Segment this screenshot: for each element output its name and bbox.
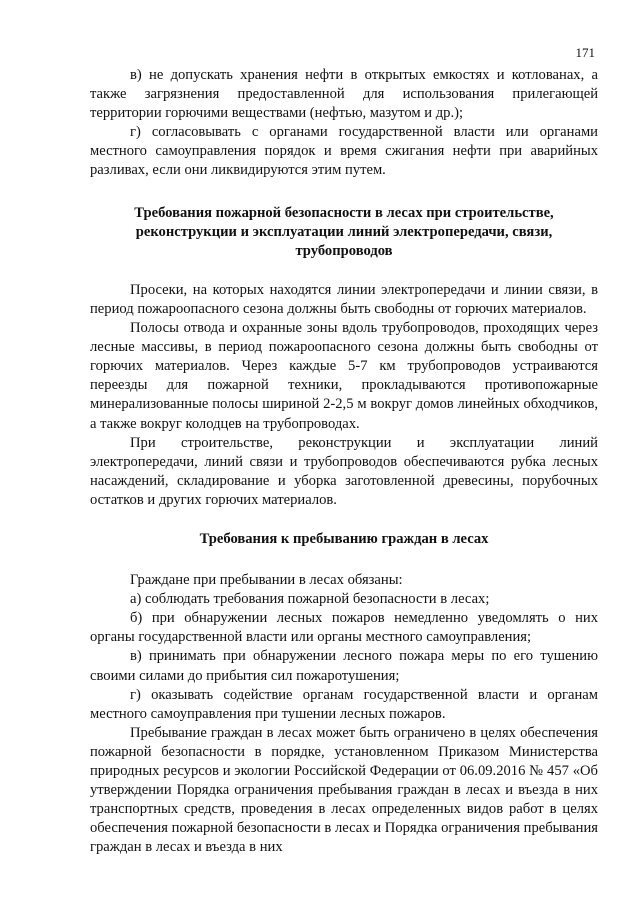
section-heading-citizens: Требования к пребыванию граждан в лесах bbox=[199, 530, 489, 547]
paragraph-citizens-obliged: Граждане при пребывании в лесах обязаны: bbox=[130, 572, 403, 589]
list-item-g: г) оказывать содействие органам государственной власти и органам местного самоуправления при тушении лесных пожаров. bbox=[90, 686, 598, 722]
paragraph-clearings: Просеки, на которых находятся линии электропередачи и линии связи, в период пожароопасного сезона должны быть свободны от горючих материалов. bbox=[90, 281, 598, 317]
page-content bbox=[90, 66, 598, 857]
page-number: 171 bbox=[575, 45, 595, 60]
section-heading-power-lines: Требования пожарной безопасности в лесах при строительстве, реконструкции и эксплуатации линий электропередачи, связи, трубопроводов bbox=[134, 204, 554, 259]
paragraph-pipeline-zones: Полосы отвода и охранные зоны вдоль трубопроводов, проходящих через лесные массивы, в период пожароопасного сезона должны быть свободны от горючих материалов. Через каждые 5-7 км трубопроводов устраиваются переезды для пожарной техники, прокладываются противопожарные минерализованные полосы шириной 2-2,5 м вокруг домов линейных обходчиков, а также вокруг колодцев на трубопроводах. bbox=[90, 320, 598, 432]
list-item-b: б) при обнаружении лесных пожаров немедленно уведомлять о них органы государственной власти или органы местного самоуправления; bbox=[90, 610, 598, 646]
paragraph-intro-v: в) не допускать хранения нефти в открытых емкостях и котлованах, а также загрязнения предоставленной для использования прилегающей территории горючими веществами (нефтью, мазутом и др.); bbox=[90, 67, 598, 122]
paragraph-restriction: Пребывание граждан в лесах может быть ограничено в целях обеспечения пожарной безопасности в порядке, установленном Приказом Министерства природных ресурсов и экологии Российской Федерации от 06.09.2016 № 457 «Об утверждении Порядка ограничения пребывания граждан в лесах и въезда в них транспортных средств, проведения в лесах определенных видов работ в целях обеспечения пожарной безопасности в лесах и Порядка ограничения пребывания граждан в лесах и въезда в них bbox=[90, 724, 598, 856]
paragraph-intro-g: г) согласовывать с органами государственной власти или органами местного самоуправления порядок и время сжигания нефти при аварийных разливах, если они ликвидируются этим путем. bbox=[90, 124, 598, 179]
paragraph-construction: При строительстве, реконструкции и эксплуатации линий электропередачи, линий связи и трубопроводов обеспечиваются рубка лесных насаждений, складирование и уборка заготовленной древесины, порубочных остатков и других горючих материалов. bbox=[90, 434, 598, 508]
list-item-a: а) соблюдать требования пожарной безопасности в лесах; bbox=[130, 591, 490, 608]
list-item-v: в) принимать при обнаружении лесного пожара меры по его тушению своими силами до прибытия сил пожаротушения; bbox=[90, 648, 598, 684]
